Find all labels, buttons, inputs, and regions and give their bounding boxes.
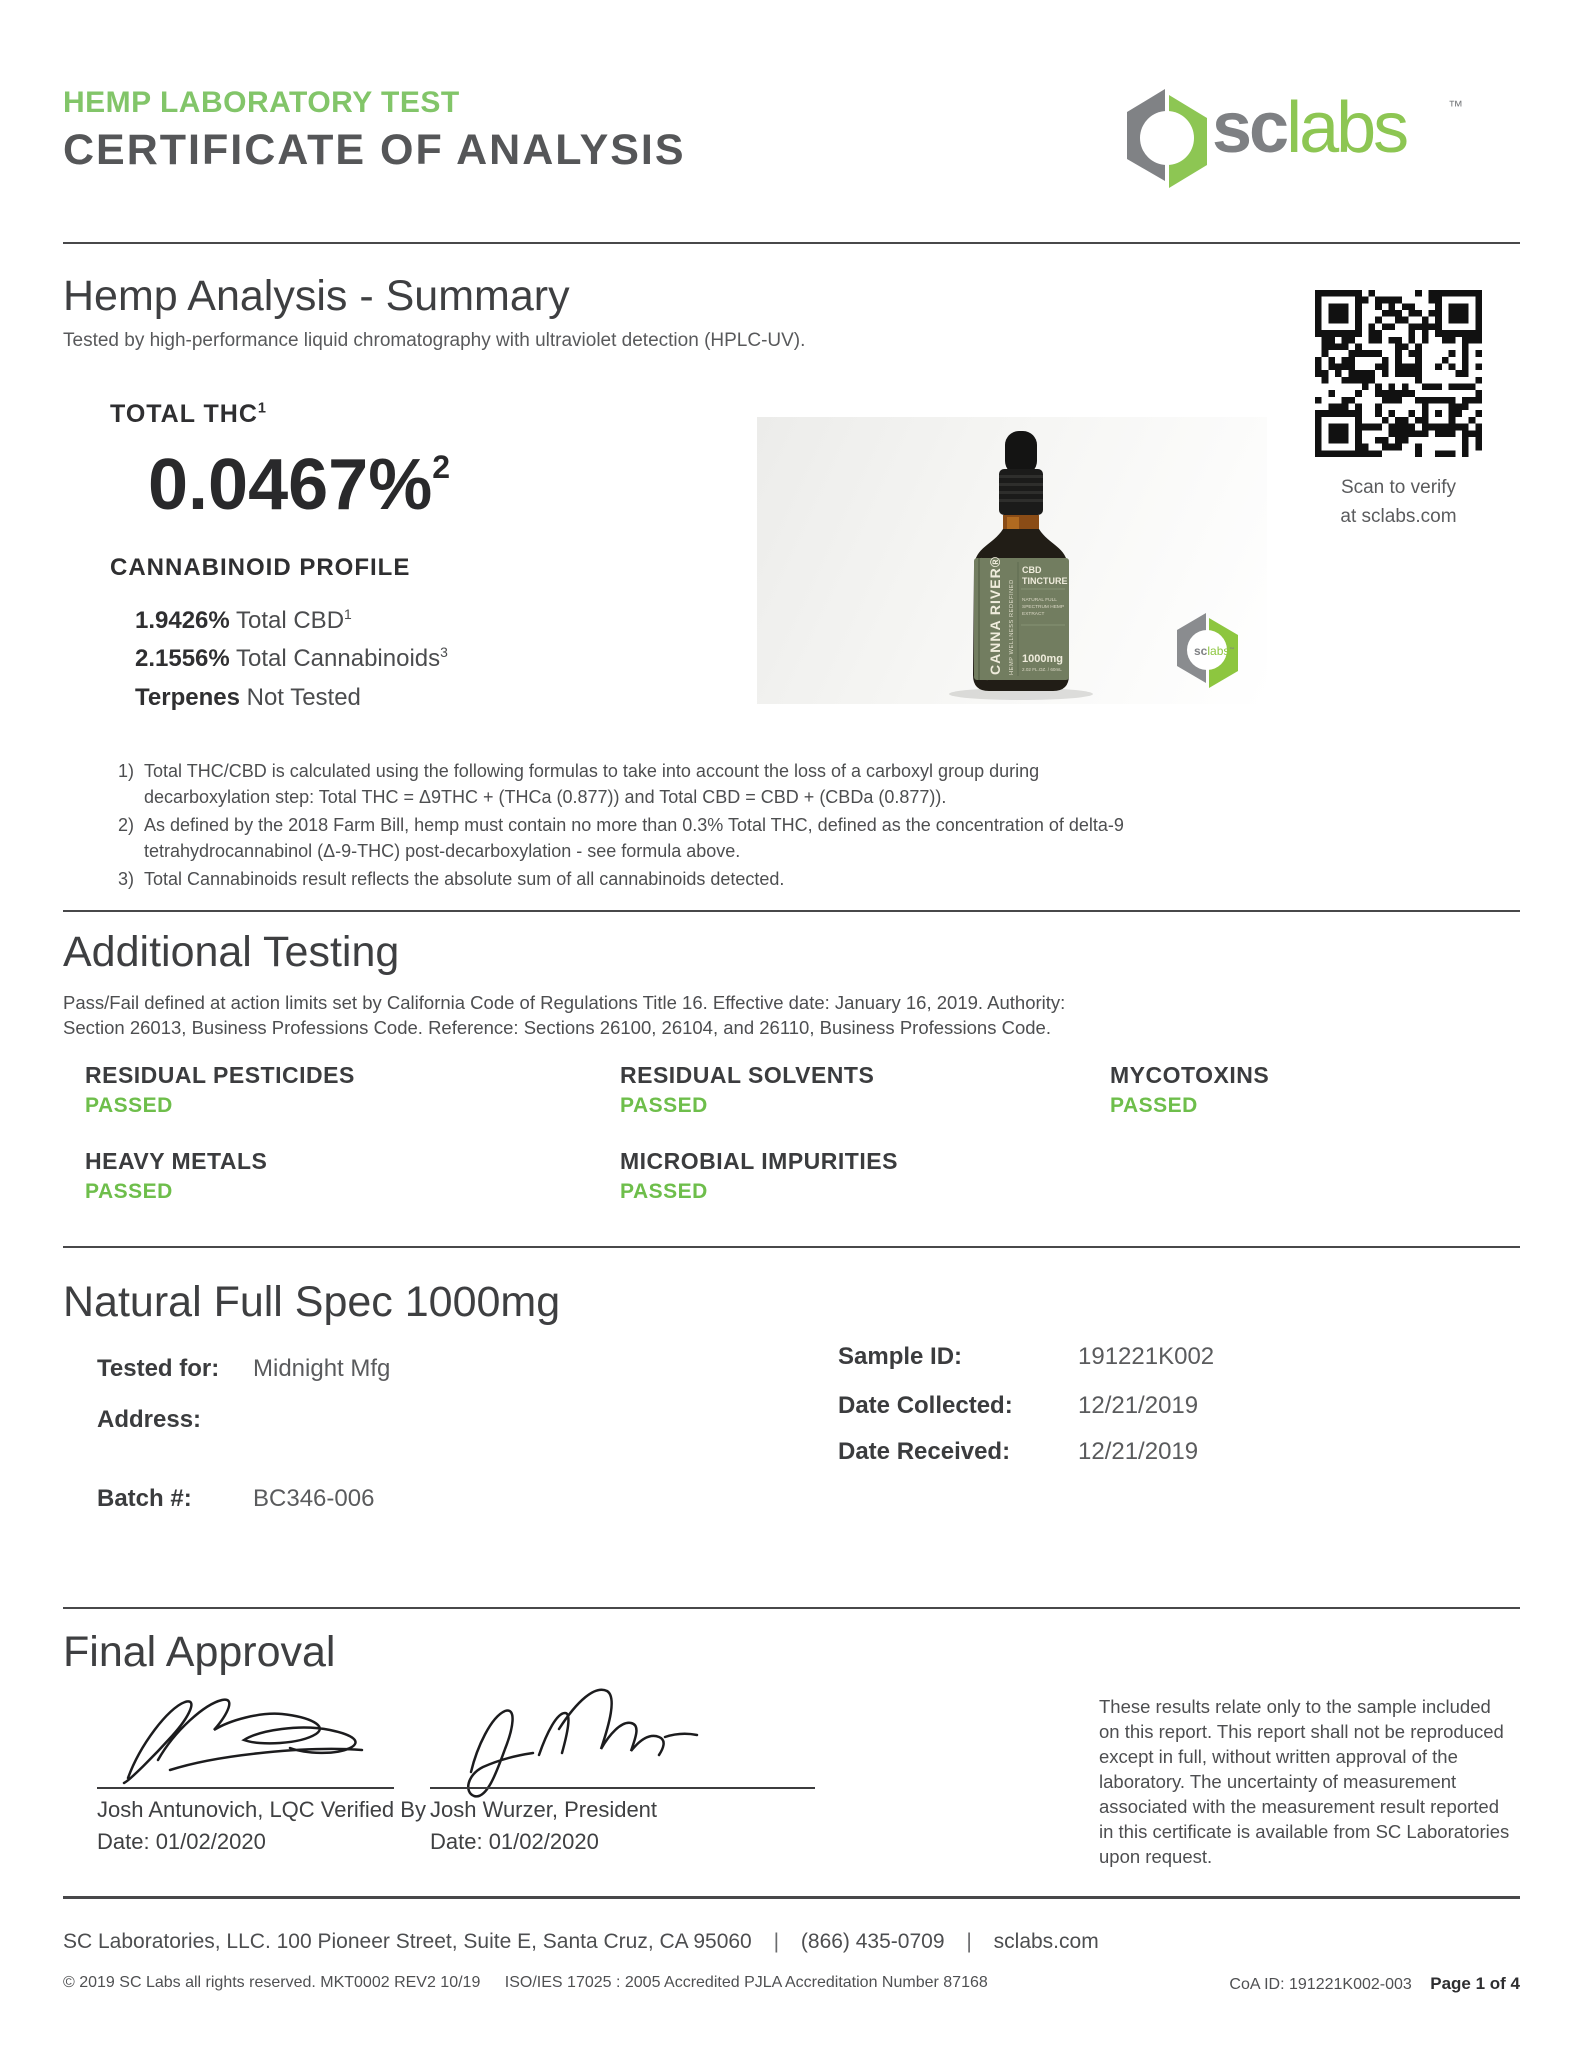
tested-for-label: Tested for:	[97, 1355, 220, 1382]
qr-code	[1315, 290, 1482, 457]
footer-legal-line	[63, 1974, 988, 1992]
qr-caption-line1: Scan to verify	[1340, 477, 1457, 498]
results-disclaimer: These results relate only to the sample included on this report. This report shall not be reproduced except in full, without written approval of the laboratory. The uncertainty of measurement associated with the measurement result reported in this certificate is available from SC Laboratories upon request.	[1099, 1696, 1510, 1867]
signature-line-2	[430, 1787, 815, 1789]
lab-phone: (866) 435-0709	[800, 1930, 945, 1953]
logo-sc-text: sc	[1212, 88, 1287, 168]
summary-heading: Hemp Analysis - Summary	[63, 272, 570, 320]
test-name-residual-solvents: RESIDUAL SOLVENTS	[620, 1062, 875, 1088]
additional-testing-heading: Additional Testing	[63, 928, 400, 976]
sclabs-logo-wordmark	[1212, 88, 1407, 168]
signature-josh-wurzer	[455, 1672, 745, 1812]
divider	[63, 910, 1520, 912]
footer-contact-line	[63, 1930, 1099, 1954]
profile-row-cannabinoids: 2.1556% Total Cannabinoids$^3$	[135, 644, 448, 672]
test-result-mycotoxins: PASSED	[1110, 1094, 1198, 1117]
footer-separator: |	[966, 1930, 972, 1953]
qr-caption-line2: at sclabs.com	[1340, 506, 1457, 527]
footnote-1: 1) Total THC/CBD is calculated using the following formulas to take into account the loss of a carboxyl group during decarboxylation step: Total THC = Δ9THC + (THCa (0.877)) and Total CBD = CBD + (CBDa (0.877)).	[118, 761, 1040, 807]
tested-for-value: Midnight Mfg	[253, 1355, 391, 1382]
sample-id-value: 191221K002	[1078, 1343, 1215, 1370]
signer-1-name: Josh Antunovich, LQC Verified By	[97, 1797, 426, 1822]
divider	[63, 1896, 1520, 1899]
test-result-microbial-impurities: PASSED	[620, 1180, 708, 1203]
bottle-tagline-text: HEMP WELLNESS REDEFINED	[1009, 579, 1015, 675]
test-result-heavy-metals: PASSED	[85, 1180, 173, 1203]
profile-row-cbd: 1.9426% Total CBD$^1$	[135, 606, 352, 634]
page-number: Page 1 of 4	[1430, 1974, 1520, 1993]
signature-line-1	[97, 1787, 394, 1789]
copyright-text: © 2019 SC Labs all rights reserved. MKT0002 REV2 10/19	[63, 1974, 481, 1991]
bottle-product-line1: CBD	[1022, 565, 1042, 575]
cannabinoid-profile-heading: CANNABINOID PROFILE	[110, 554, 411, 581]
address-label: Address:	[97, 1406, 202, 1433]
footer-separator: |	[773, 1930, 780, 1953]
sample-heading: Natural Full Spec 1000mg	[63, 1278, 561, 1326]
profile-row-terpenes: Terpenes Not Tested	[135, 684, 361, 711]
signer-2-name: Josh Wurzer, President	[430, 1797, 658, 1822]
footnote-3: 3) Total Cannabinoids result reflects the absolute sum of all cannabinoids detected.	[118, 869, 785, 889]
bottle-product-line2: TINCTURE	[1022, 576, 1068, 586]
product-photo	[757, 417, 1267, 704]
test-name-heavy-metals: HEAVY METALS	[85, 1148, 268, 1174]
summary-subheading: Tested by high-performance liquid chromatography with ultraviolet detection (HPLC-UV).	[63, 330, 806, 351]
accreditation-text: ISO/IES 17025 : 2005 Accredited PJLA Accreditation Number 87168	[504, 1974, 988, 1991]
logo-trademark: ™	[1448, 98, 1463, 115]
bottle-volume-text: 2.02 FL.OZ. / 60mL	[1022, 667, 1062, 672]
test-name-mycotoxins: MYCOTOXINS	[1110, 1062, 1270, 1088]
test-name-residual-pesticides: RESIDUAL PESTICIDES	[85, 1062, 355, 1088]
sample-id-label: Sample ID:	[838, 1343, 963, 1370]
date-collected-label: Date Collected:	[838, 1392, 1013, 1419]
signature-josh-antunovich	[110, 1690, 380, 1785]
final-approval-heading: Final Approval	[63, 1628, 336, 1676]
signer-1-date: Date: 01/02/2020	[97, 1829, 266, 1854]
bottle-brand-text: CANNA RIVER®	[987, 555, 1003, 675]
tincture-bottle-illustration	[757, 417, 1267, 704]
date-received-value: 12/21/2019	[1078, 1438, 1199, 1465]
logo-labs-text: labs	[1286, 88, 1407, 168]
bottle-descriptor-line3: EXTRACT	[1022, 612, 1045, 617]
bottle-descriptor-line2: SPECTRUM HEMP	[1022, 605, 1065, 610]
page-title: CERTIFICATE OF ANALYSIS	[63, 126, 686, 174]
divider	[63, 1607, 1520, 1609]
total-thc-value: 0.0467%$^2$	[148, 445, 451, 525]
additional-testing-description: Pass/Fail defined at action limits set by California Code of Regulations Title 16. Effective date: January 16, 2019. Authority: Section 26013, Business Professions Code. Reference: Sections 26100, 26104, and 26110, Business Professions Code.	[63, 992, 1066, 1038]
batch-value: BC346-006	[253, 1485, 375, 1512]
divider	[63, 242, 1520, 244]
summary-footnotes	[118, 758, 1128, 894]
divider	[63, 1246, 1520, 1248]
footnote-2: 2) As defined by the 2018 Farm Bill, hemp must contain no more than 0.3% Total THC, defined as the concentration of delta-9 tetrahydrocannabinol (Δ-9-THC) post-decarboxylation - see formula above.	[118, 815, 1124, 861]
bottle-descriptor-line1: NATURAL FULL	[1022, 598, 1057, 603]
sclabs-hexagon-logo-icon	[1125, 88, 1209, 188]
test-result-residual-solvents: PASSED	[620, 1094, 708, 1117]
sclabs-photo-badge-icon	[1177, 613, 1238, 688]
date-received-label: Date Received:	[838, 1438, 1011, 1465]
lab-website: sclabs.com	[993, 1930, 1099, 1953]
bottle-strength-text: 1000mg	[1022, 653, 1063, 665]
signer-2-date: Date: 01/02/2020	[430, 1829, 599, 1854]
test-name-microbial-impurities: MICROBIAL IMPURITIES	[620, 1148, 898, 1174]
date-collected-value: 12/21/2019	[1078, 1392, 1199, 1419]
lab-address: SC Laboratories, LLC. 100 Pioneer Street, Suite E, Santa Cruz, CA 95060	[63, 1930, 752, 1953]
header-kicker: HEMP LABORATORY TEST	[63, 86, 460, 119]
total-thc-label: TOTAL THC$^1$	[110, 400, 267, 428]
batch-label: Batch #:	[97, 1485, 192, 1512]
total-thc-value-footnote-mark: 2	[432, 449, 451, 485]
svg-text:sclabs™: sclabs™	[1194, 644, 1235, 658]
footer-coa-line	[1229, 1974, 1520, 1994]
total-thc-footnote-mark: 1	[257, 400, 267, 417]
test-result-residual-pesticides: PASSED	[85, 1094, 173, 1117]
coa-id: CoA ID: 191221K002-003	[1229, 1976, 1412, 1993]
